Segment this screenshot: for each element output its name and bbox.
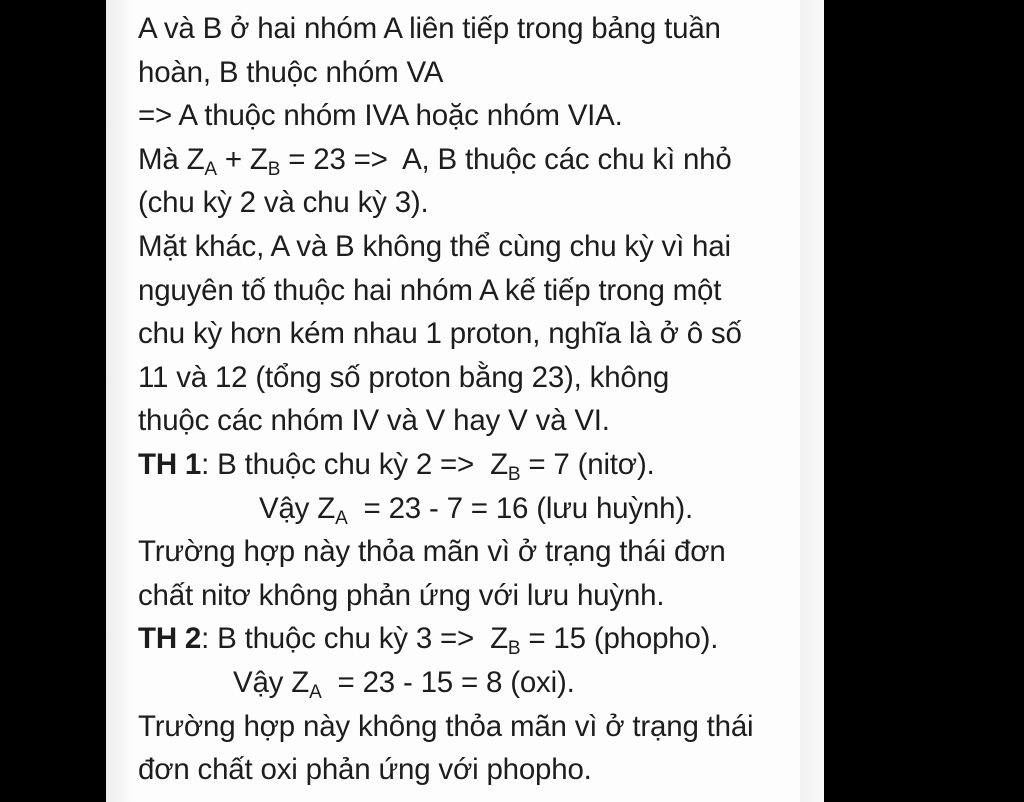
- right-black-margin: [824, 0, 1024, 802]
- text-line: nguyên tố thuộc hai nhóm A kế tiếp trong một: [138, 273, 722, 307]
- page-left-shadow: [106, 0, 134, 802]
- left-black-margin: [0, 0, 106, 802]
- text-line: thuộc các nhóm IV và V hay V và VI.: [138, 404, 610, 438]
- text-line: Trường hợp này không thỏa mãn vì ở trạng thái: [138, 709, 754, 743]
- text-line: Mặt khác, A và B không thể cùng chu kỳ vì hai: [138, 229, 731, 263]
- text-line: chu kỳ hơn kém nhau 1 proton, nghĩa là ở ô số: [138, 317, 742, 351]
- case-2-line: TH 2: B thuộc chu kỳ $3 => Z_B = 15$ (phopho).: [138, 622, 719, 660]
- text-line: => A thuộc nhóm IVA hoặc nhóm VIA.: [138, 99, 623, 133]
- case-1-label: TH 1: [138, 447, 202, 481]
- text-line: (chu kỳ 2 và chu kỳ 3).: [138, 186, 429, 220]
- text-line: Trường hợp này thỏa mãn vì ở trạng thái đơn: [138, 535, 726, 569]
- text-line: chất nitơ không phản ứng với lưu huỳnh.: [138, 578, 665, 612]
- text-line: đơn chất oxi phản ứng với phopho.: [138, 753, 592, 787]
- case-2-label: TH 2: [138, 622, 202, 656]
- text-line: 11 và 12 (tổng số proton bằng 23), không: [138, 360, 670, 394]
- text-line: A và B ở hai nhóm A liên tiếp trong bảng tuần: [138, 12, 721, 45]
- solution-text: [138, 7, 798, 792]
- case-2-result: Vậy $Z_A = 23 - 15 = 8$ (oxi).: [233, 665, 575, 703]
- equation-line-sum: Mà $Z_A + Z_B = 23 => A$, B thuộc các chu kì nhỏ: [138, 142, 732, 180]
- text-line: hoàn, B thuộc nhóm VA: [138, 55, 444, 89]
- page-right-edge: [800, 0, 824, 802]
- case-1-line: TH 1: B thuộc chu kỳ $2 => Z_B = 7$ (nitơ).: [138, 447, 655, 485]
- case-1-result: Vậy $Z_A = 23 - 7 = 16$ (lưu huỳnh).: [259, 491, 693, 529]
